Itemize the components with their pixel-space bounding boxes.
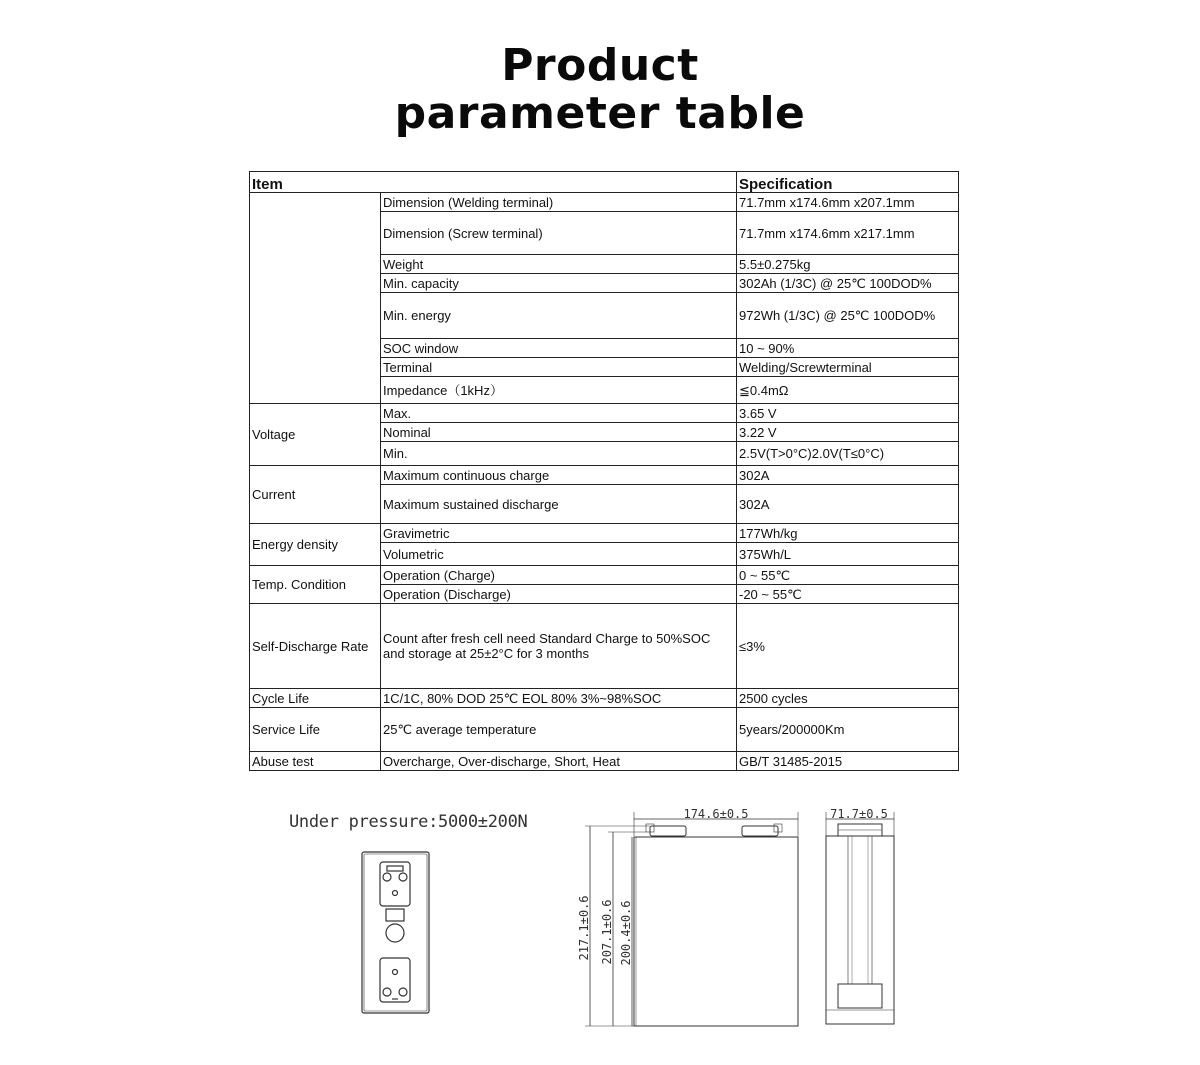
spec-cell: 302A xyxy=(737,466,959,485)
spec-cell: 71.7mm x174.6mm x207.1mm xyxy=(737,193,959,212)
spec-cell: 2.5V(T>0°C)2.0V(T≤0°C) xyxy=(737,442,959,466)
title-line-1: Product xyxy=(501,40,699,91)
group-cell-abuse-test: Abuse test xyxy=(250,752,381,771)
spec-cell: GB/T 31485-2015 xyxy=(737,752,959,771)
height-dimension-1-label: 217.1±0.6 xyxy=(577,895,591,961)
item-cell: Dimension (Screw terminal) xyxy=(381,212,737,255)
spec-cell: 3.65 V xyxy=(737,404,959,423)
cell-top-view xyxy=(362,852,429,1013)
item-cell: Weight xyxy=(381,255,737,274)
group-cell-energy-density: Energy density xyxy=(250,524,381,566)
group-cell-service-life: Service Life xyxy=(250,708,381,752)
group-cell-temp-condition: Temp. Condition xyxy=(250,566,381,604)
item-cell: Nominal xyxy=(381,423,737,442)
item-cell: 1C/1C, 80% DOD 25℃ EOL 80% 3%~98%SOC xyxy=(381,689,737,708)
item-cell: Terminal xyxy=(381,358,737,377)
item-cell: Operation (Discharge) xyxy=(381,585,737,604)
item-cell: Impedance（1kHz） xyxy=(381,377,737,404)
item-cell: Operation (Charge) xyxy=(381,566,737,585)
item-cell: Dimension (Welding terminal) xyxy=(381,193,737,212)
pressure-label: Under pressure:5000±200N xyxy=(289,812,528,832)
header-specification: Specification xyxy=(737,172,959,193)
spec-cell: 10 ~ 90% xyxy=(737,339,959,358)
item-cell: Min. xyxy=(381,442,737,466)
width-dimension-label: 174.6±0.5 xyxy=(683,807,749,821)
cell-side-view xyxy=(826,812,894,1024)
spec-cell: 71.7mm x174.6mm x217.1mm xyxy=(737,212,959,255)
item-cell: Max. xyxy=(381,404,737,423)
cell-front-view xyxy=(585,812,798,1026)
item-cell: Min. energy xyxy=(381,293,737,339)
item-cell: Min. capacity xyxy=(381,274,737,293)
header-item: Item xyxy=(250,172,737,193)
height-dimension-2-label: 207.1±0.6 xyxy=(600,899,614,965)
spec-cell: 5.5±0.275kg xyxy=(737,255,959,274)
group-cell-current: Current xyxy=(250,466,381,524)
title-line-2: parameter table xyxy=(394,88,806,139)
spec-cell: 302Ah (1/3C) @ 25℃ 100DOD% xyxy=(737,274,959,293)
height-dimension-3-label: 200.4±0.6 xyxy=(619,900,633,966)
item-cell: Maximum sustained discharge xyxy=(381,485,737,524)
spec-cell: 0 ~ 55℃ xyxy=(737,566,959,585)
item-cell: Count after fresh cell need Standard Charge to 50%SOC and storage at 25±2°C for 3 months xyxy=(381,604,737,689)
spec-cell: 5years/200000Km xyxy=(737,708,959,752)
item-cell: Overcharge, Over-discharge, Short, Heat xyxy=(381,752,737,771)
group-cell-self-discharge: Self-Discharge Rate xyxy=(250,604,381,689)
thickness-dimension-label: 71.7±0.5 xyxy=(830,807,888,821)
item-cell: Gravimetric xyxy=(381,524,737,543)
spec-cell: ≦0.4mΩ xyxy=(737,377,959,404)
spec-cell: 177Wh/kg xyxy=(737,524,959,543)
spec-cell: -20 ~ 55℃ xyxy=(737,585,959,604)
item-cell: Volumetric xyxy=(381,543,737,566)
spec-cell: 302A xyxy=(737,485,959,524)
spec-cell: Welding/Screwterminal xyxy=(737,358,959,377)
spec-cell: 972Wh (1/3C) @ 25℃ 100DOD% xyxy=(737,293,959,339)
item-cell: 25℃ average temperature xyxy=(381,708,737,752)
item-cell: SOC window xyxy=(381,339,737,358)
spec-cell: ≤3% xyxy=(737,604,959,689)
spec-cell: 2500 cycles xyxy=(737,689,959,708)
spec-cell: 3.22 V xyxy=(737,423,959,442)
group-cell-cycle-life: Cycle Life xyxy=(250,689,381,708)
item-cell: Maximum continuous charge xyxy=(381,466,737,485)
group-cell-voltage: Voltage xyxy=(250,404,381,466)
spec-cell: 375Wh/L xyxy=(737,543,959,566)
